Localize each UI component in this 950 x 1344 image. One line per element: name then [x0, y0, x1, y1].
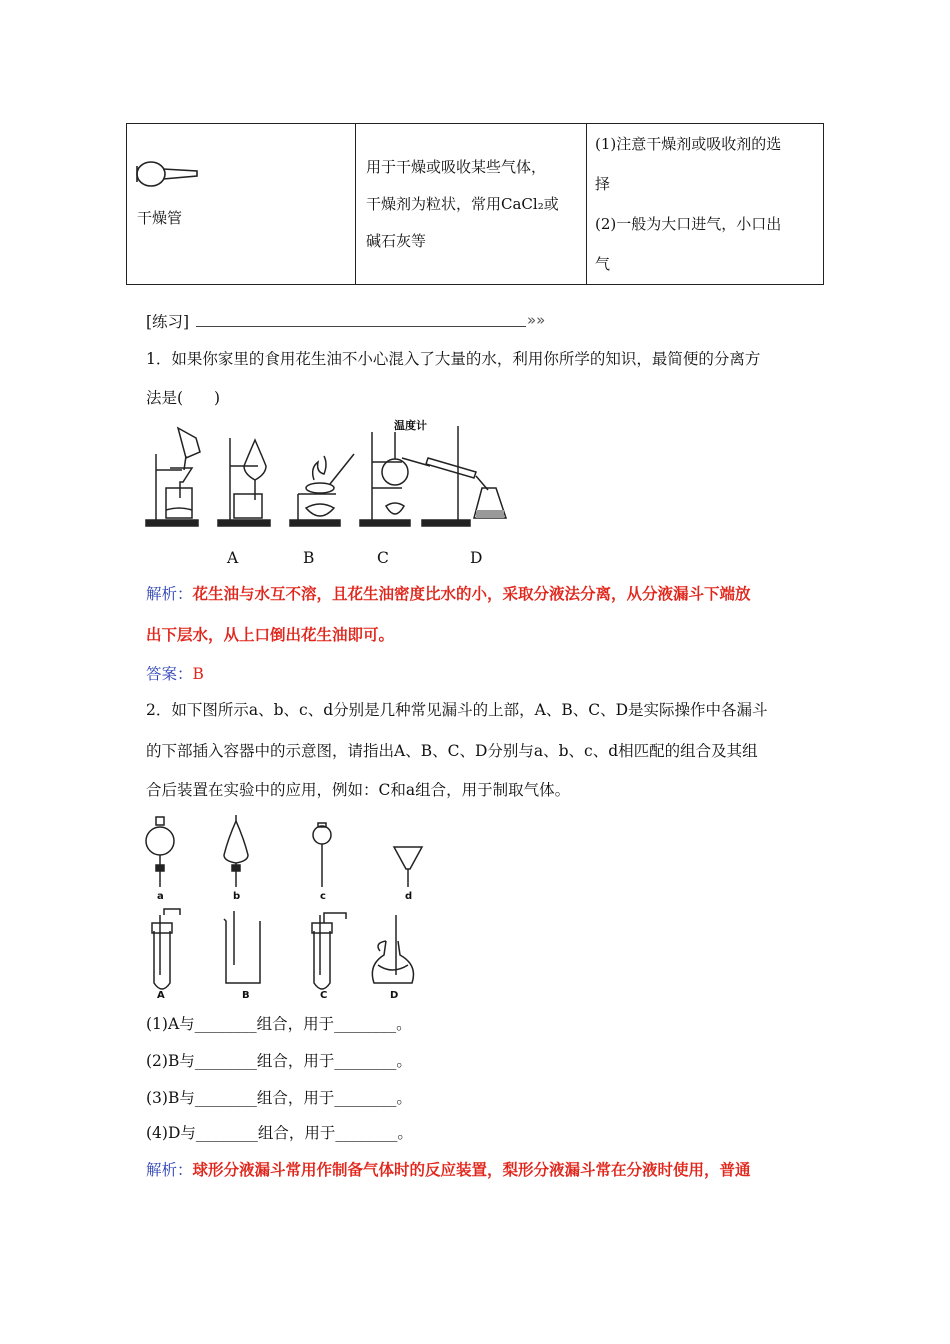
drying-tube-icon: [133, 158, 203, 190]
table-cell-notes: [587, 124, 824, 285]
q1-analysis-line-2: 出下层水，从上口倒出花生油即可。: [146, 625, 395, 644]
practice-heading: [练习]: [146, 313, 190, 331]
q1-analysis-line-1: 花生油与水互不溶，且花生油密度比水的小，采取分液法分离，从分液漏斗下端放: [192, 584, 751, 603]
apparatus-table: [126, 123, 824, 285]
container-label-b: B: [242, 990, 250, 1001]
q2-line-3: 合后装置在实验中的应用，例如：C和a组合，用于制取气体。: [146, 781, 571, 799]
option-label-a: A: [227, 549, 239, 567]
table-cell-usage: [356, 124, 587, 285]
funnel-label-c: c: [320, 891, 326, 902]
funnel-label-d: d: [405, 891, 413, 902]
practice-underline: [196, 326, 526, 327]
q1-answer-label: 答案：: [146, 665, 193, 683]
option-label-c: C: [377, 549, 389, 567]
container-label-d: D: [390, 990, 399, 1001]
q2-blank-2: (2)B与________组合，用于________。: [146, 1052, 412, 1070]
q2-blank-4: (4)D与________组合，用于________。: [146, 1124, 413, 1142]
q2-funnel-figure: [140, 815, 440, 1005]
container-label-c: C: [320, 990, 328, 1001]
q1-line-1: 1．如果你家里的食用花生油不小心混入了大量的水，利用你所学的知识，最简便的分离方: [146, 350, 761, 368]
funnel-label-b: b: [233, 891, 241, 902]
q1-line-2: 法是( ): [146, 389, 221, 407]
q1-apparatus-figure: [140, 418, 510, 530]
q2-blank-3: (3)B与________组合，用于________。: [146, 1089, 412, 1107]
q2-line-2: 的下部插入容器中的示意图，请指出A、B、C、D分别与a、b、c、d相匹配的组合及其组: [146, 742, 758, 760]
usage-line-3: 碱石灰等: [366, 231, 427, 250]
funnel-label-a: a: [157, 891, 164, 902]
q1-answer-value: B: [192, 665, 204, 683]
thermometer-label: 温度计: [394, 419, 427, 432]
option-label-d: D: [470, 549, 483, 567]
notes-line-2: 择: [595, 175, 611, 193]
q1-analysis-label: 解析：: [146, 585, 193, 603]
table-apparatus-name: 干燥管: [137, 209, 183, 227]
usage-line-1: 用于干燥或吸收某些气体，: [366, 157, 547, 176]
q2-analysis-label: 解析：: [146, 1161, 193, 1179]
notes-line-4: 气: [595, 255, 611, 273]
option-label-b: B: [303, 549, 315, 567]
q2-analysis-text: 球形分液漏斗常用作制备气体时的反应装置，梨形分液漏斗常在分液时使用，普通: [192, 1160, 751, 1179]
container-label-a: A: [157, 990, 165, 1001]
q2-blank-1: (1)A与________组合，用于________。: [146, 1015, 412, 1033]
practice-arrows: »»: [527, 311, 546, 329]
q2-line-1: 2．如下图所示a、b、c、d分别是几种常见漏斗的上部，A、B、C、D是实际操作中各漏斗: [146, 701, 768, 719]
table-cell-apparatus: [127, 124, 356, 285]
notes-line-1: (1)注意干燥剂或吸收剂的选: [595, 135, 782, 153]
notes-line-3: (2)一般为大口进气，小口出: [595, 215, 782, 233]
usage-line-2: 干燥剂为粒状，常用CaCl₂或: [366, 194, 559, 213]
